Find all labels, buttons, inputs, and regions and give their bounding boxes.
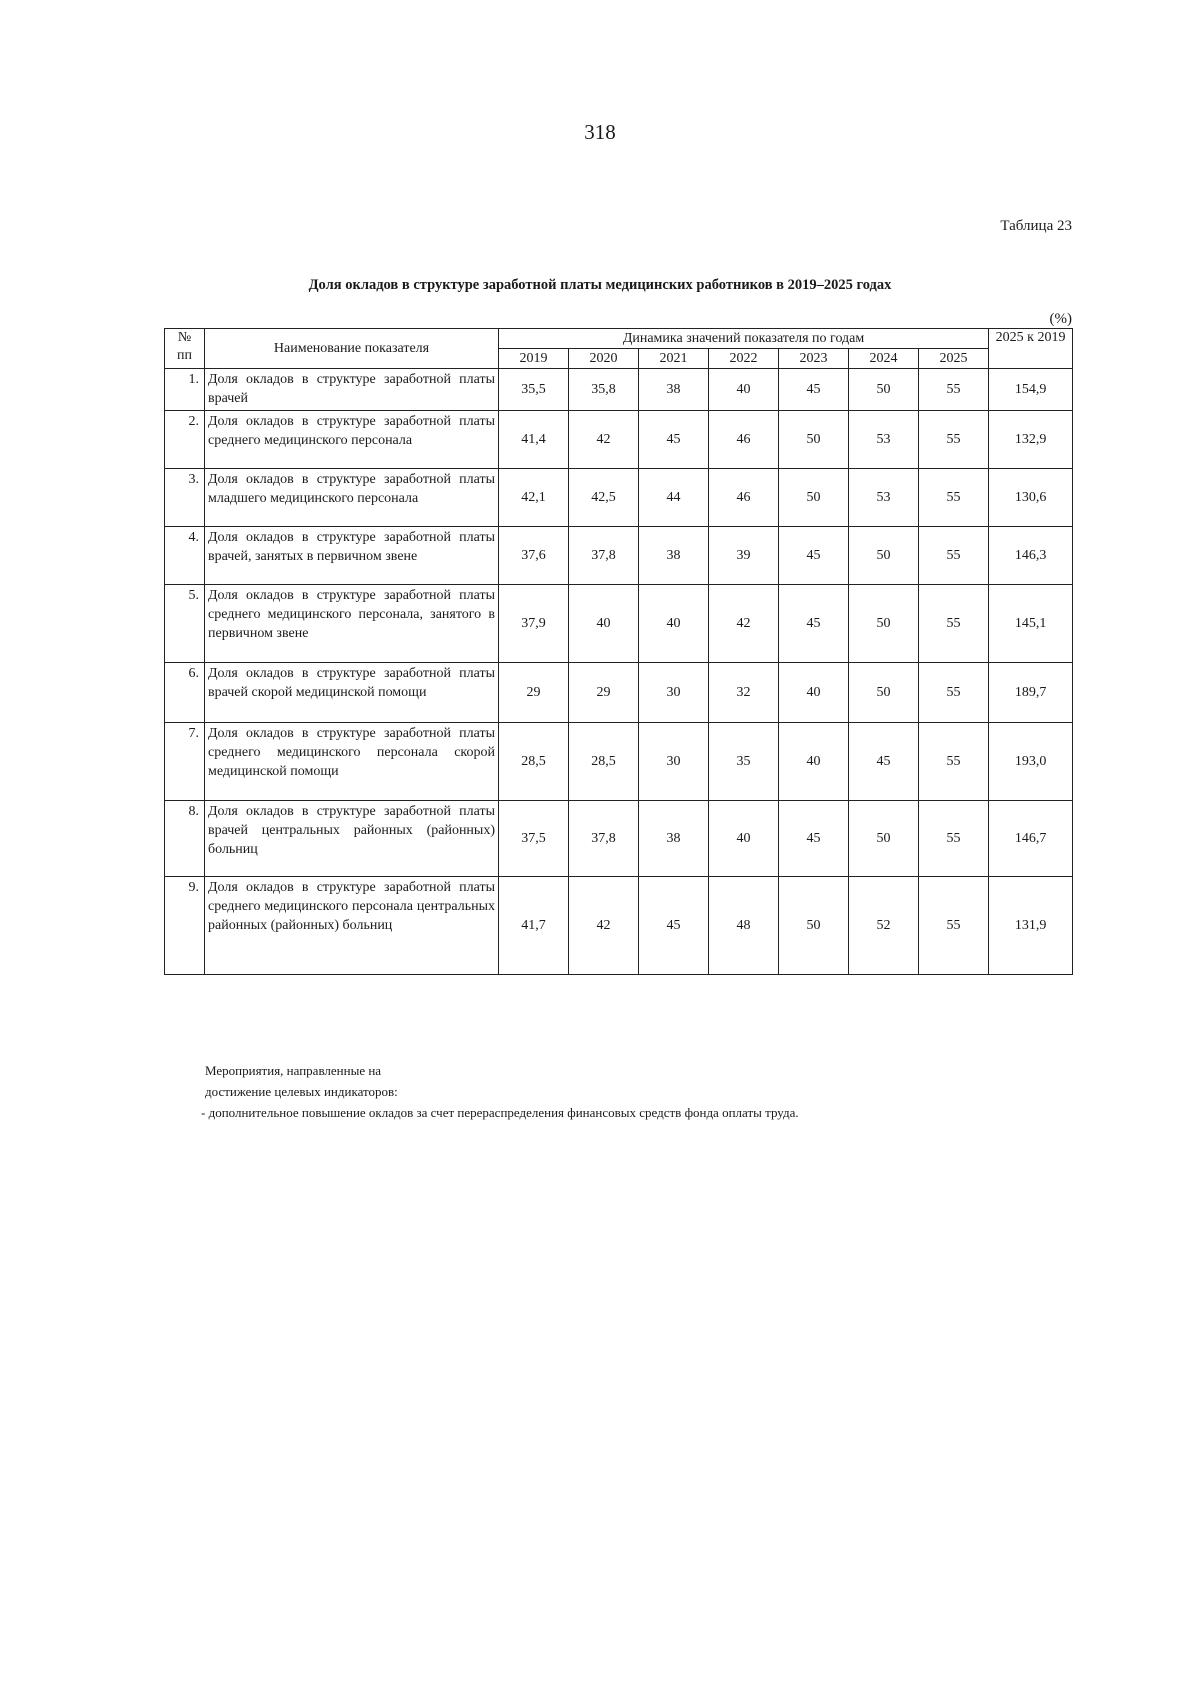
table-title: Доля окладов в структуре заработной платы медицинских работников в 2019–2025 годах: [308, 277, 892, 293]
year-value: 30: [639, 723, 709, 801]
year-value: 55: [919, 663, 989, 723]
row-number: 5.: [165, 585, 205, 663]
year-value: 41,4: [499, 411, 569, 469]
year-value: 45: [849, 723, 919, 801]
ratio-value: 154,9: [989, 369, 1073, 411]
year-value: 50: [849, 527, 919, 585]
ratio-value: 132,9: [989, 411, 1073, 469]
year-value: 37,9: [499, 585, 569, 663]
year-value: 29: [569, 663, 639, 723]
year-value: 35,5: [499, 369, 569, 411]
table-row: [165, 877, 1073, 975]
year-value: 50: [779, 469, 849, 527]
year-value: 52: [849, 877, 919, 975]
year-value: 29: [499, 663, 569, 723]
year-value: 37,5: [499, 801, 569, 877]
year-value: 45: [779, 801, 849, 877]
indicator-name: Доля окладов в структуре заработной платы врачей центральных районных (районных) больниц: [205, 801, 499, 877]
indicator-name: Доля окладов в структуре заработной платы среднего медицинского персонала, занятого в первичном звене: [205, 585, 499, 663]
year-value: 41,7: [499, 877, 569, 975]
year-value: 55: [919, 585, 989, 663]
table-row: [165, 527, 1073, 585]
header-dynamics: Динамика значений показателя по годам: [499, 329, 989, 349]
header-ratio: 2025 к 2019: [989, 329, 1073, 369]
indicator-name: Доля окладов в структуре заработной платы врачей, занятых в первичном звене: [205, 527, 499, 585]
year-value: 55: [919, 723, 989, 801]
notes-line: Мероприятия, направленные на: [205, 1063, 382, 1078]
year-value: 55: [919, 527, 989, 585]
year-value: 50: [849, 369, 919, 411]
header-year: 2021: [639, 349, 709, 369]
year-value: 28,5: [499, 723, 569, 801]
year-value: 55: [919, 369, 989, 411]
year-value: 55: [919, 411, 989, 469]
header-year: 2020: [569, 349, 639, 369]
year-value: 40: [569, 585, 639, 663]
indicator-name: Доля окладов в структуре заработной платы среднего медицинского персонала центральных районных (районных) больниц: [205, 877, 499, 975]
year-value: 42: [569, 877, 639, 975]
year-value: 38: [639, 369, 709, 411]
salary-share-table: [164, 328, 1073, 975]
table-row: [165, 801, 1073, 877]
notes-line: достижение целевых индикаторов:: [205, 1084, 398, 1099]
page-number: 318: [584, 120, 616, 144]
year-value: 30: [639, 663, 709, 723]
row-number: 3.: [165, 469, 205, 527]
header-year: 2023: [779, 349, 849, 369]
table-row: [165, 469, 1073, 527]
header-year: 2019: [499, 349, 569, 369]
year-value: 39: [709, 527, 779, 585]
header-number: [165, 329, 205, 369]
year-value: 40: [779, 663, 849, 723]
row-number: 1.: [165, 369, 205, 411]
year-value: 37,8: [569, 527, 639, 585]
year-value: 45: [639, 877, 709, 975]
year-value: 28,5: [569, 723, 639, 801]
notes: [201, 1060, 799, 1123]
table-row: [165, 663, 1073, 723]
ratio-value: 189,7: [989, 663, 1073, 723]
header-year: 2024: [849, 349, 919, 369]
year-value: 55: [919, 801, 989, 877]
year-value: 50: [779, 877, 849, 975]
year-value: 42,1: [499, 469, 569, 527]
ratio-value: 146,7: [989, 801, 1073, 877]
indicator-name: Доля окладов в структуре заработной платы врачей скорой медицинской помощи: [205, 663, 499, 723]
year-value: 38: [639, 801, 709, 877]
year-value: 48: [709, 877, 779, 975]
row-number: 2.: [165, 411, 205, 469]
year-value: 50: [849, 585, 919, 663]
row-number: 7.: [165, 723, 205, 801]
notes-line: - дополнительное повышение окладов за счет перераспределения финансовых средств фонда оплаты труда.: [201, 1105, 799, 1120]
ratio-value: 145,1: [989, 585, 1073, 663]
year-value: 44: [639, 469, 709, 527]
indicator-name: Доля окладов в структуре заработной платы среднего медицинского персонала скорой медицинской помощи: [205, 723, 499, 801]
indicator-name: Доля окладов в структуре заработной платы среднего медицинского персонала: [205, 411, 499, 469]
year-value: 40: [709, 801, 779, 877]
year-value: 42,5: [569, 469, 639, 527]
row-number: 8.: [165, 801, 205, 877]
year-value: 40: [779, 723, 849, 801]
year-value: 46: [709, 411, 779, 469]
year-value: 42: [709, 585, 779, 663]
header-year: 2022: [709, 349, 779, 369]
table-row: [165, 723, 1073, 801]
year-value: 53: [849, 469, 919, 527]
row-number: 9.: [165, 877, 205, 975]
ratio-value: 193,0: [989, 723, 1073, 801]
year-value: 50: [849, 801, 919, 877]
year-value: 45: [779, 369, 849, 411]
unit-label: (%): [1049, 311, 1072, 327]
header-row: [165, 329, 1073, 349]
year-value: 37,8: [569, 801, 639, 877]
year-value: 46: [709, 469, 779, 527]
year-value: 40: [639, 585, 709, 663]
row-number: 6.: [165, 663, 205, 723]
table-row: [165, 369, 1073, 411]
year-value: 42: [569, 411, 639, 469]
year-value: 38: [639, 527, 709, 585]
year-value: 35,8: [569, 369, 639, 411]
year-value: 35: [709, 723, 779, 801]
year-value: 55: [919, 469, 989, 527]
year-value: 45: [779, 585, 849, 663]
year-value: 50: [849, 663, 919, 723]
year-value: 53: [849, 411, 919, 469]
header-number-symbol: №: [177, 330, 192, 345]
year-value: 55: [919, 877, 989, 975]
indicator-name: Доля окладов в структуре заработной платы младшего медицинского персонала: [205, 469, 499, 527]
year-value: 37,6: [499, 527, 569, 585]
header-year: 2025: [919, 349, 989, 369]
table-row: [165, 411, 1073, 469]
table-label: Таблица 23: [1000, 218, 1072, 234]
ratio-value: 131,9: [989, 877, 1073, 975]
year-value: 40: [709, 369, 779, 411]
ratio-value: 130,6: [989, 469, 1073, 527]
year-value: 32: [709, 663, 779, 723]
year-value: 45: [779, 527, 849, 585]
table-row: [165, 585, 1073, 663]
header-number-abbr: пп: [177, 348, 192, 363]
row-number: 4.: [165, 527, 205, 585]
header-indicator-name: Наименование показателя: [205, 329, 499, 369]
ratio-value: 146,3: [989, 527, 1073, 585]
year-value: 45: [639, 411, 709, 469]
indicator-name: Доля окладов в структуре заработной платы врачей: [205, 369, 499, 411]
year-value: 50: [779, 411, 849, 469]
